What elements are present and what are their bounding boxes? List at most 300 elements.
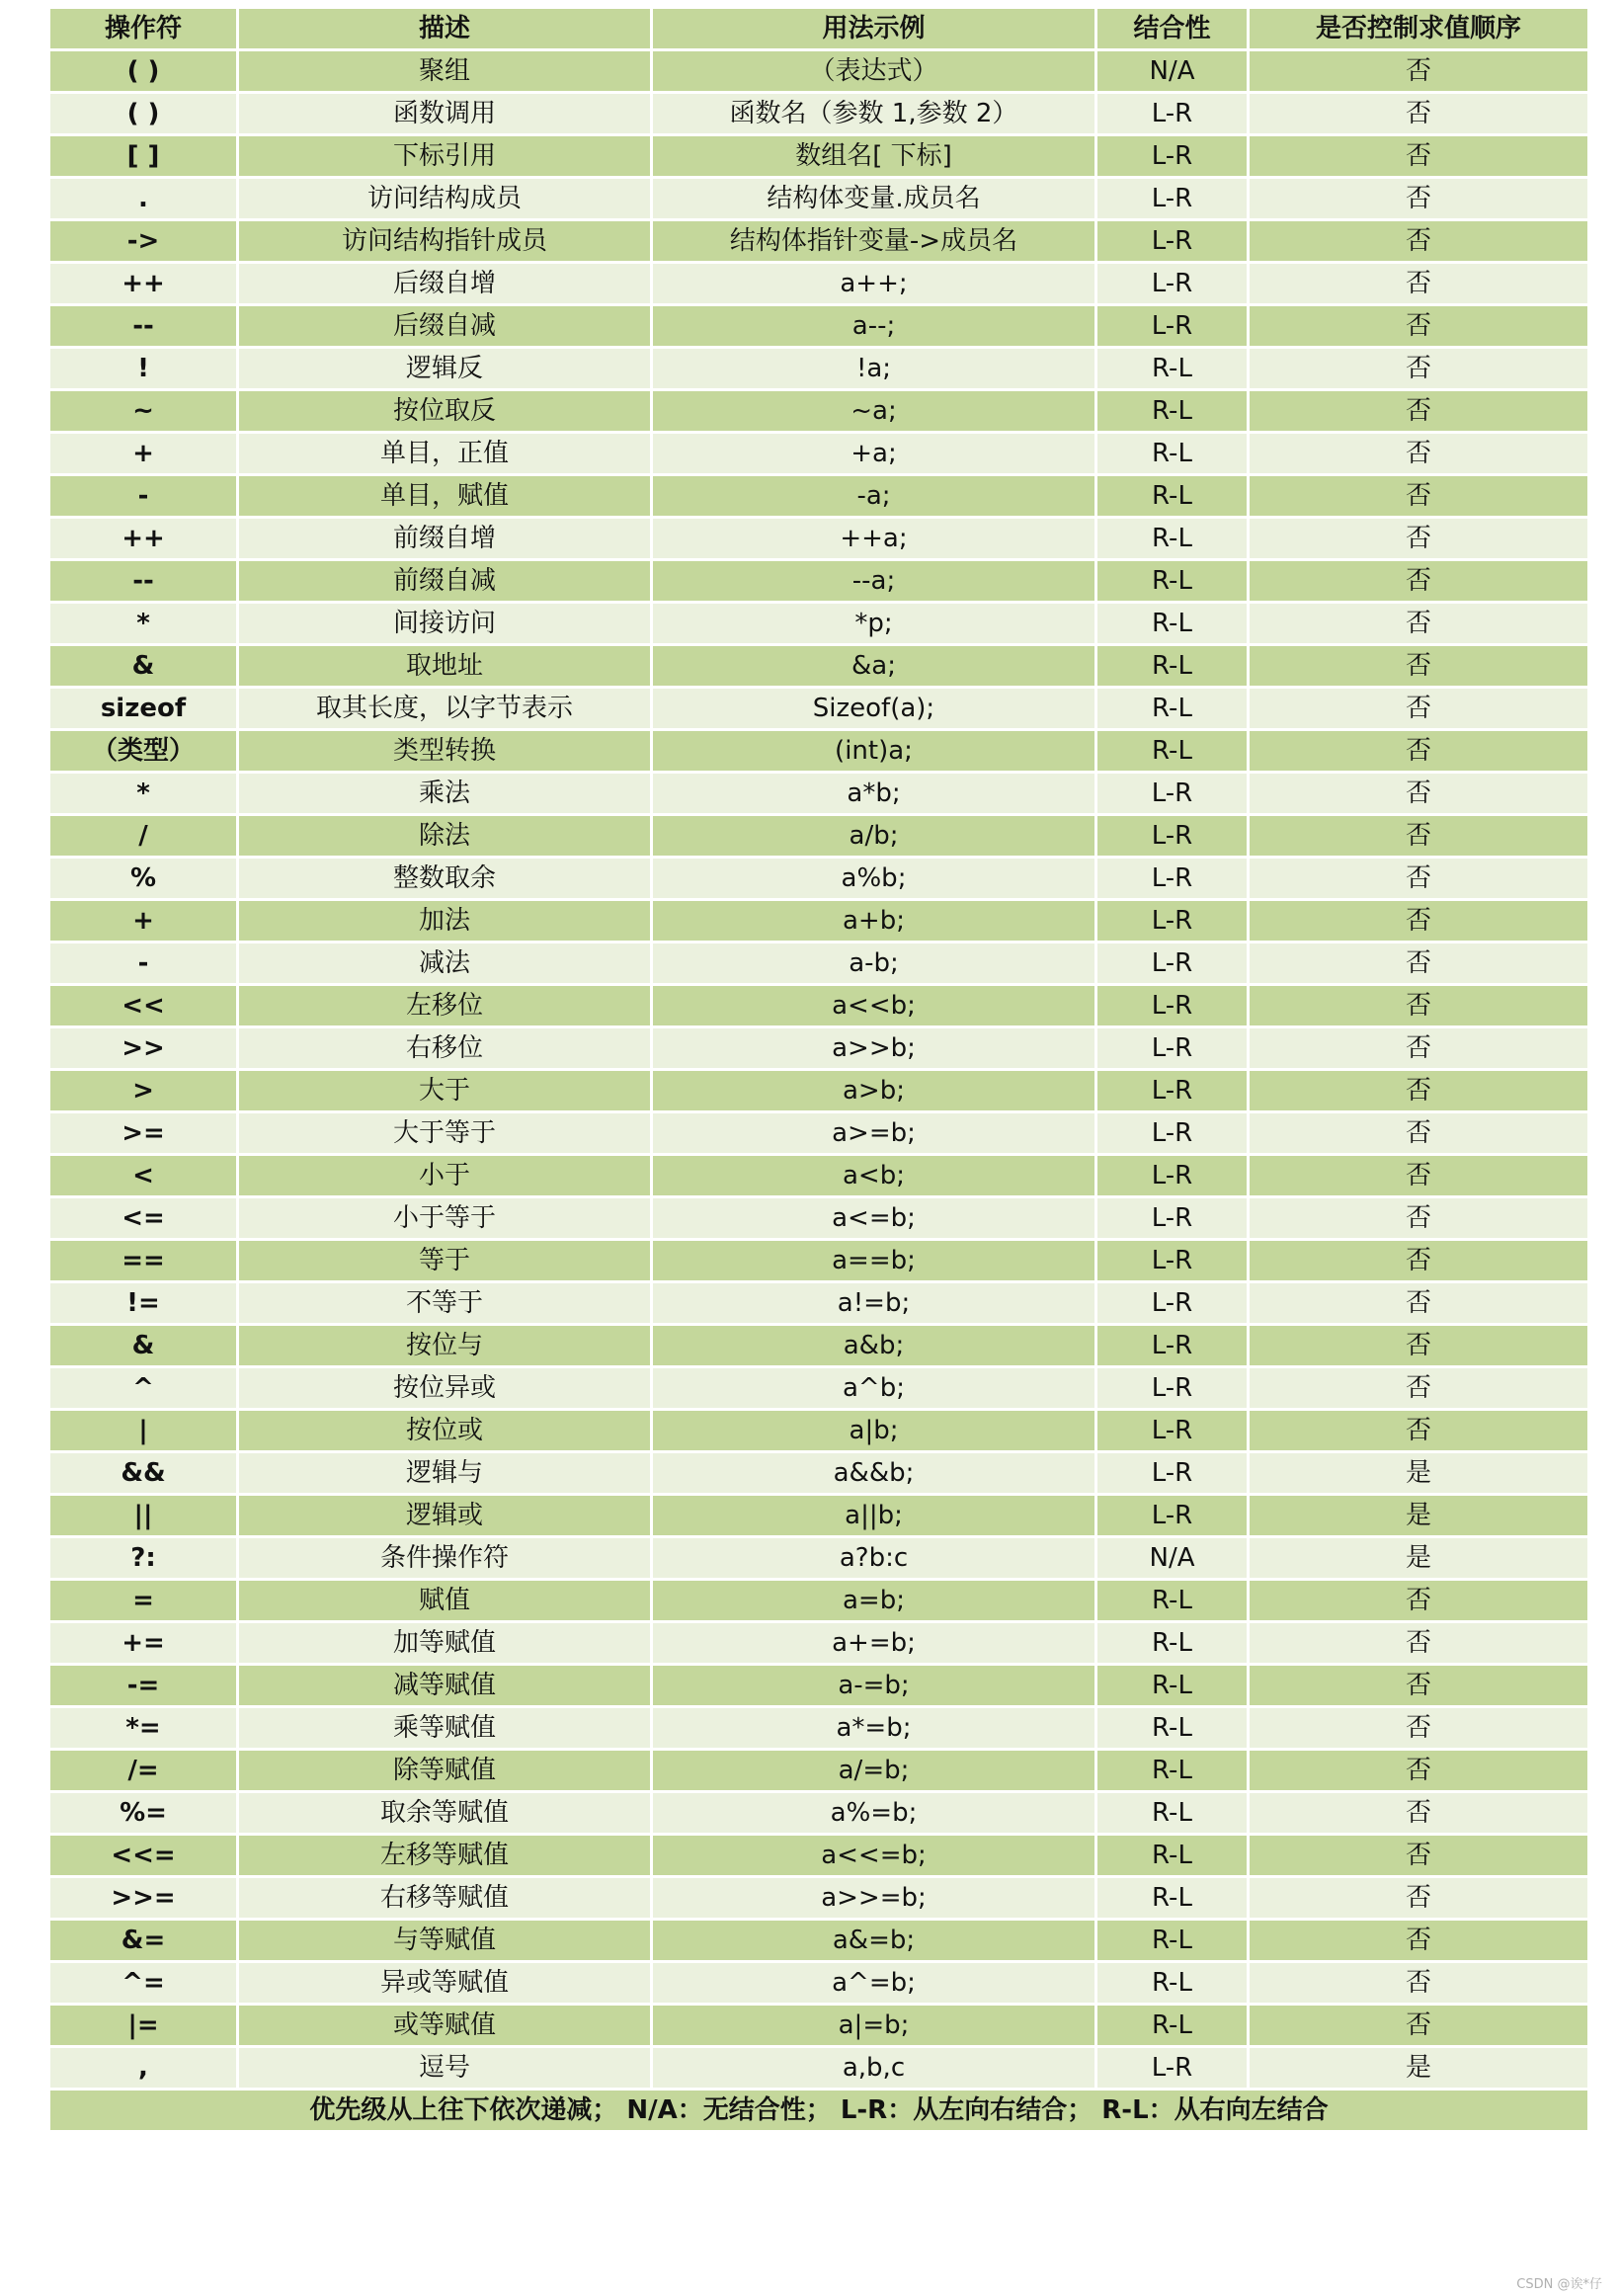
cell-associativity: L-R bbox=[1096, 1240, 1249, 1282]
cell-description: 逻辑与 bbox=[238, 1452, 652, 1495]
cell-associativity: L-R bbox=[1096, 2047, 1249, 2090]
table-row bbox=[49, 943, 1589, 985]
cell-usage: +a; bbox=[652, 433, 1096, 475]
cell-associativity: L-R bbox=[1096, 1155, 1249, 1197]
table-row bbox=[49, 1367, 1589, 1410]
table-row bbox=[49, 475, 1589, 518]
table-row bbox=[49, 560, 1589, 603]
cell-associativity: R-L bbox=[1096, 1580, 1249, 1622]
cell-associativity: L-R bbox=[1096, 985, 1249, 1027]
cell-usage: a-=b; bbox=[652, 1665, 1096, 1707]
cell-associativity: R-L bbox=[1096, 475, 1249, 518]
cell-description: 加法 bbox=[238, 900, 652, 943]
cell-description: 等于 bbox=[238, 1240, 652, 1282]
cell-associativity: R-L bbox=[1096, 1877, 1249, 1920]
cell-associativity: R-L bbox=[1096, 390, 1249, 433]
cell-usage: a<<=b; bbox=[652, 1835, 1096, 1877]
cell-description: 按位或 bbox=[238, 1410, 652, 1452]
cell-usage: a<<b; bbox=[652, 985, 1096, 1027]
table-row bbox=[49, 1580, 1589, 1622]
cell-operator: *= bbox=[49, 1707, 238, 1750]
cell-controls-order: 否 bbox=[1249, 1622, 1589, 1665]
cell-associativity: R-L bbox=[1096, 433, 1249, 475]
cell-controls-order: 否 bbox=[1249, 985, 1589, 1027]
cell-description: 间接访问 bbox=[238, 603, 652, 645]
cell-associativity: R-L bbox=[1096, 560, 1249, 603]
cell-associativity: R-L bbox=[1096, 1835, 1249, 1877]
cell-description: 前缀自增 bbox=[238, 518, 652, 560]
cell-associativity: R-L bbox=[1096, 348, 1249, 390]
cell-associativity: L-R bbox=[1096, 773, 1249, 815]
cell-description: 大于等于 bbox=[238, 1112, 652, 1155]
cell-associativity: L-R bbox=[1096, 858, 1249, 900]
cell-controls-order: 否 bbox=[1249, 1197, 1589, 1240]
table-row bbox=[49, 220, 1589, 263]
cell-controls-order: 否 bbox=[1249, 943, 1589, 985]
table-row bbox=[49, 730, 1589, 773]
cell-operator: <<= bbox=[49, 1835, 238, 1877]
cell-controls-order: 否 bbox=[1249, 1920, 1589, 1962]
cell-associativity: R-L bbox=[1096, 1665, 1249, 1707]
cell-description: 前缀自减 bbox=[238, 560, 652, 603]
table-row bbox=[49, 1325, 1589, 1367]
cell-description: 整数取余 bbox=[238, 858, 652, 900]
cell-usage: a/=b; bbox=[652, 1750, 1096, 1792]
cell-associativity: L-R bbox=[1096, 178, 1249, 220]
cell-usage: --a; bbox=[652, 560, 1096, 603]
cell-controls-order: 否 bbox=[1249, 603, 1589, 645]
table-row bbox=[49, 1877, 1589, 1920]
cell-description: 或等赋值 bbox=[238, 2005, 652, 2047]
cell-description: 异或等赋值 bbox=[238, 1962, 652, 2005]
cell-usage: a^=b; bbox=[652, 1962, 1096, 2005]
cell-associativity: N/A bbox=[1096, 1537, 1249, 1580]
cell-operator: += bbox=[49, 1622, 238, 1665]
cell-associativity: L-R bbox=[1096, 93, 1249, 135]
cell-usage: a>>=b; bbox=[652, 1877, 1096, 1920]
table-row bbox=[49, 815, 1589, 858]
cell-controls-order: 否 bbox=[1249, 1835, 1589, 1877]
cell-operator: == bbox=[49, 1240, 238, 1282]
cell-operator: & bbox=[49, 1325, 238, 1367]
cell-description: 乘法 bbox=[238, 773, 652, 815]
cell-associativity: L-R bbox=[1096, 1410, 1249, 1452]
cell-description: 左移位 bbox=[238, 985, 652, 1027]
cell-usage: a*b; bbox=[652, 773, 1096, 815]
cell-description: 后缀自增 bbox=[238, 263, 652, 305]
cell-controls-order: 否 bbox=[1249, 645, 1589, 688]
cell-usage: &a; bbox=[652, 645, 1096, 688]
cell-description: 加等赋值 bbox=[238, 1622, 652, 1665]
cell-operator: % bbox=[49, 858, 238, 900]
cell-associativity: R-L bbox=[1096, 2005, 1249, 2047]
table-row bbox=[49, 1112, 1589, 1155]
cell-controls-order: 否 bbox=[1249, 475, 1589, 518]
table-row bbox=[49, 1962, 1589, 2005]
cell-controls-order: 否 bbox=[1249, 2005, 1589, 2047]
cell-usage: a|=b; bbox=[652, 2005, 1096, 2047]
cell-operator: /= bbox=[49, 1750, 238, 1792]
cell-operator: ^= bbox=[49, 1962, 238, 2005]
cell-controls-order: 否 bbox=[1249, 348, 1589, 390]
cell-usage: a|b; bbox=[652, 1410, 1096, 1452]
cell-controls-order: 否 bbox=[1249, 1155, 1589, 1197]
cell-controls-order: 否 bbox=[1249, 518, 1589, 560]
cell-controls-order: 否 bbox=[1249, 1240, 1589, 1282]
table-row bbox=[49, 1452, 1589, 1495]
header-description: 描述 bbox=[238, 8, 652, 50]
table-row bbox=[49, 390, 1589, 433]
table-row bbox=[49, 178, 1589, 220]
cell-usage: 函数名（参数 1,参数 2） bbox=[652, 93, 1096, 135]
cell-operator: - bbox=[49, 943, 238, 985]
cell-usage: a*=b; bbox=[652, 1707, 1096, 1750]
table-row bbox=[49, 2005, 1589, 2047]
cell-associativity: L-R bbox=[1096, 1452, 1249, 1495]
cell-usage: a=b; bbox=[652, 1580, 1096, 1622]
cell-description: 按位与 bbox=[238, 1325, 652, 1367]
cell-operator: |= bbox=[49, 2005, 238, 2047]
cell-controls-order: 否 bbox=[1249, 1112, 1589, 1155]
cell-operator: = bbox=[49, 1580, 238, 1622]
cell-controls-order: 否 bbox=[1249, 1750, 1589, 1792]
cell-controls-order: 否 bbox=[1249, 688, 1589, 730]
cell-controls-order: 否 bbox=[1249, 305, 1589, 348]
cell-operator: >= bbox=[49, 1112, 238, 1155]
cell-associativity: R-L bbox=[1096, 730, 1249, 773]
cell-usage: a?b:c bbox=[652, 1537, 1096, 1580]
table-row bbox=[49, 603, 1589, 645]
cell-associativity: R-L bbox=[1096, 1920, 1249, 1962]
table-row bbox=[49, 50, 1589, 93]
table-row bbox=[49, 688, 1589, 730]
cell-usage: a>b; bbox=[652, 1070, 1096, 1112]
cell-operator: || bbox=[49, 1495, 238, 1537]
table-footer-row bbox=[49, 2090, 1589, 2132]
cell-operator: + bbox=[49, 433, 238, 475]
cell-description: 访问结构成员 bbox=[238, 178, 652, 220]
cell-usage: -a; bbox=[652, 475, 1096, 518]
cell-controls-order: 否 bbox=[1249, 1367, 1589, 1410]
cell-operator: %= bbox=[49, 1792, 238, 1835]
cell-description: 取余等赋值 bbox=[238, 1792, 652, 1835]
cell-associativity: L-R bbox=[1096, 1367, 1249, 1410]
cell-description: 类型转换 bbox=[238, 730, 652, 773]
cell-associativity: L-R bbox=[1096, 305, 1249, 348]
cell-description: 单目，正值 bbox=[238, 433, 652, 475]
cell-description: 大于 bbox=[238, 1070, 652, 1112]
table-row bbox=[49, 900, 1589, 943]
cell-controls-order: 否 bbox=[1249, 1070, 1589, 1112]
cell-usage: a!=b; bbox=[652, 1282, 1096, 1325]
cell-usage: a&b; bbox=[652, 1325, 1096, 1367]
cell-usage: ~a; bbox=[652, 390, 1096, 433]
cell-description: 右移位 bbox=[238, 1027, 652, 1070]
cell-controls-order: 否 bbox=[1249, 1325, 1589, 1367]
cell-description: 聚组 bbox=[238, 50, 652, 93]
cell-usage: (int)a; bbox=[652, 730, 1096, 773]
table-row bbox=[49, 1410, 1589, 1452]
table-row bbox=[49, 305, 1589, 348]
operator-precedence-table bbox=[47, 6, 1590, 2133]
cell-operator: | bbox=[49, 1410, 238, 1452]
table-row bbox=[49, 858, 1589, 900]
cell-operator: * bbox=[49, 603, 238, 645]
cell-controls-order: 否 bbox=[1249, 1580, 1589, 1622]
cell-description: 减法 bbox=[238, 943, 652, 985]
table-row bbox=[49, 1155, 1589, 1197]
cell-associativity: L-R bbox=[1096, 1027, 1249, 1070]
table-row bbox=[49, 773, 1589, 815]
table-row bbox=[49, 1920, 1589, 1962]
cell-operator: [ ] bbox=[49, 135, 238, 178]
cell-associativity: L-R bbox=[1096, 943, 1249, 985]
cell-description: 取地址 bbox=[238, 645, 652, 688]
cell-usage: 结构体变量.成员名 bbox=[652, 178, 1096, 220]
cell-description: 小于等于 bbox=[238, 1197, 652, 1240]
cell-controls-order: 否 bbox=[1249, 178, 1589, 220]
cell-description: 逻辑反 bbox=[238, 348, 652, 390]
cell-usage: a>=b; bbox=[652, 1112, 1096, 1155]
cell-associativity: L-R bbox=[1096, 263, 1249, 305]
cell-controls-order: 否 bbox=[1249, 50, 1589, 93]
cell-associativity: R-L bbox=[1096, 688, 1249, 730]
table-row bbox=[49, 518, 1589, 560]
cell-operator: * bbox=[49, 773, 238, 815]
cell-controls-order: 否 bbox=[1249, 433, 1589, 475]
table-row bbox=[49, 1070, 1589, 1112]
cell-operator: > bbox=[49, 1070, 238, 1112]
cell-usage: *p; bbox=[652, 603, 1096, 645]
cell-description: 与等赋值 bbox=[238, 1920, 652, 1962]
cell-description: 小于 bbox=[238, 1155, 652, 1197]
table-header-row bbox=[49, 8, 1589, 50]
cell-usage: a--; bbox=[652, 305, 1096, 348]
cell-operator: -> bbox=[49, 220, 238, 263]
cell-associativity: R-L bbox=[1096, 518, 1249, 560]
cell-usage: a-b; bbox=[652, 943, 1096, 985]
cell-associativity: R-L bbox=[1096, 645, 1249, 688]
cell-usage: a&&b; bbox=[652, 1452, 1096, 1495]
cell-controls-order: 否 bbox=[1249, 1877, 1589, 1920]
cell-associativity: L-R bbox=[1096, 1325, 1249, 1367]
cell-controls-order: 否 bbox=[1249, 1410, 1589, 1452]
cell-usage: a==b; bbox=[652, 1240, 1096, 1282]
cell-associativity: R-L bbox=[1096, 1707, 1249, 1750]
cell-operator: ?: bbox=[49, 1537, 238, 1580]
cell-controls-order: 否 bbox=[1249, 1282, 1589, 1325]
table-row bbox=[49, 1027, 1589, 1070]
cell-controls-order: 否 bbox=[1249, 730, 1589, 773]
table-row bbox=[49, 1537, 1589, 1580]
table-row bbox=[49, 1792, 1589, 1835]
cell-operator: -- bbox=[49, 560, 238, 603]
cell-controls-order: 是 bbox=[1249, 2047, 1589, 2090]
table-row bbox=[49, 1495, 1589, 1537]
table-row bbox=[49, 433, 1589, 475]
cell-associativity: L-R bbox=[1096, 135, 1249, 178]
watermark: CSDN @诶*仔 bbox=[1516, 2277, 1602, 2292]
table-row bbox=[49, 985, 1589, 1027]
cell-operator: -= bbox=[49, 1665, 238, 1707]
cell-description: 逗号 bbox=[238, 2047, 652, 2090]
cell-associativity: N/A bbox=[1096, 50, 1249, 93]
table-row bbox=[49, 1750, 1589, 1792]
cell-controls-order: 否 bbox=[1249, 220, 1589, 263]
cell-description: 右移等赋值 bbox=[238, 1877, 652, 1920]
cell-controls-order: 否 bbox=[1249, 1707, 1589, 1750]
cell-controls-order: 否 bbox=[1249, 135, 1589, 178]
table-row bbox=[49, 1707, 1589, 1750]
table-row bbox=[49, 645, 1589, 688]
cell-operator: ( ) bbox=[49, 50, 238, 93]
cell-description: 乘等赋值 bbox=[238, 1707, 652, 1750]
cell-associativity: L-R bbox=[1096, 220, 1249, 263]
cell-description: 赋值 bbox=[238, 1580, 652, 1622]
cell-associativity: L-R bbox=[1096, 1495, 1249, 1537]
cell-operator: ~ bbox=[49, 390, 238, 433]
operator-precedence-table-container bbox=[47, 6, 1587, 2133]
cell-description: 按位异或 bbox=[238, 1367, 652, 1410]
cell-usage: ++a; bbox=[652, 518, 1096, 560]
cell-operator: &= bbox=[49, 1920, 238, 1962]
cell-operator: & bbox=[49, 645, 238, 688]
table-row bbox=[49, 1835, 1589, 1877]
cell-description: 逻辑或 bbox=[238, 1495, 652, 1537]
cell-usage: a||b; bbox=[652, 1495, 1096, 1537]
cell-usage: a^b; bbox=[652, 1367, 1096, 1410]
cell-associativity: L-R bbox=[1096, 900, 1249, 943]
table-row bbox=[49, 93, 1589, 135]
cell-associativity: L-R bbox=[1096, 1070, 1249, 1112]
cell-description: 单目，赋值 bbox=[238, 475, 652, 518]
cell-associativity: R-L bbox=[1096, 1622, 1249, 1665]
cell-associativity: L-R bbox=[1096, 815, 1249, 858]
cell-usage: a%b; bbox=[652, 858, 1096, 900]
cell-controls-order: 否 bbox=[1249, 93, 1589, 135]
cell-associativity: L-R bbox=[1096, 1282, 1249, 1325]
cell-usage: a,b,c bbox=[652, 2047, 1096, 2090]
cell-operator: . bbox=[49, 178, 238, 220]
cell-description: 下标引用 bbox=[238, 135, 652, 178]
cell-associativity: R-L bbox=[1096, 1792, 1249, 1835]
cell-operator: >>= bbox=[49, 1877, 238, 1920]
table-row bbox=[49, 1622, 1589, 1665]
header-operator: 操作符 bbox=[49, 8, 238, 50]
cell-controls-order: 否 bbox=[1249, 900, 1589, 943]
cell-description: 左移等赋值 bbox=[238, 1835, 652, 1877]
cell-usage: 数组名[ 下标] bbox=[652, 135, 1096, 178]
cell-usage: a++; bbox=[652, 263, 1096, 305]
cell-operator: && bbox=[49, 1452, 238, 1495]
cell-description: 后缀自减 bbox=[238, 305, 652, 348]
cell-usage: a&=b; bbox=[652, 1920, 1096, 1962]
cell-usage: 结构体指针变量->成员名 bbox=[652, 220, 1096, 263]
cell-description: 访问结构指针成员 bbox=[238, 220, 652, 263]
cell-controls-order: 是 bbox=[1249, 1452, 1589, 1495]
table-body bbox=[49, 50, 1589, 2090]
cell-usage: a<b; bbox=[652, 1155, 1096, 1197]
cell-operator: ++ bbox=[49, 263, 238, 305]
cell-description: 按位取反 bbox=[238, 390, 652, 433]
cell-operator: ( ) bbox=[49, 93, 238, 135]
cell-operator: / bbox=[49, 815, 238, 858]
cell-description: 取其长度，以字节表示 bbox=[238, 688, 652, 730]
table-row bbox=[49, 1240, 1589, 1282]
cell-associativity: R-L bbox=[1096, 1750, 1249, 1792]
cell-controls-order: 否 bbox=[1249, 773, 1589, 815]
cell-operator: ++ bbox=[49, 518, 238, 560]
footer-note: 优先级从上往下依次递减； N/A：无结合性； L-R：从左向右结合； R-L：从右向左结合 bbox=[49, 2090, 1589, 2132]
cell-controls-order: 否 bbox=[1249, 1962, 1589, 2005]
cell-usage: a+=b; bbox=[652, 1622, 1096, 1665]
cell-operator: - bbox=[49, 475, 238, 518]
cell-associativity: R-L bbox=[1096, 603, 1249, 645]
cell-associativity: L-R bbox=[1096, 1197, 1249, 1240]
table-row bbox=[49, 2047, 1589, 2090]
table-row bbox=[49, 348, 1589, 390]
cell-usage: a+b; bbox=[652, 900, 1096, 943]
cell-description: 条件操作符 bbox=[238, 1537, 652, 1580]
cell-operator: ^ bbox=[49, 1367, 238, 1410]
cell-usage: a<=b; bbox=[652, 1197, 1096, 1240]
cell-controls-order: 否 bbox=[1249, 390, 1589, 433]
cell-operator: sizeof bbox=[49, 688, 238, 730]
cell-operator: ! bbox=[49, 348, 238, 390]
cell-controls-order: 否 bbox=[1249, 1792, 1589, 1835]
table-row bbox=[49, 263, 1589, 305]
cell-controls-order: 否 bbox=[1249, 1665, 1589, 1707]
cell-operator: >> bbox=[49, 1027, 238, 1070]
cell-controls-order: 否 bbox=[1249, 560, 1589, 603]
cell-operator: + bbox=[49, 900, 238, 943]
header-associativity: 结合性 bbox=[1096, 8, 1249, 50]
cell-usage: Sizeof(a); bbox=[652, 688, 1096, 730]
cell-description: 除等赋值 bbox=[238, 1750, 652, 1792]
header-controls-order: 是否控制求值顺序 bbox=[1249, 8, 1589, 50]
cell-description: 减等赋值 bbox=[238, 1665, 652, 1707]
cell-description: 函数调用 bbox=[238, 93, 652, 135]
cell-operator: -- bbox=[49, 305, 238, 348]
cell-operator: != bbox=[49, 1282, 238, 1325]
cell-controls-order: 是 bbox=[1249, 1537, 1589, 1580]
cell-usage: !a; bbox=[652, 348, 1096, 390]
cell-controls-order: 否 bbox=[1249, 263, 1589, 305]
cell-operator: << bbox=[49, 985, 238, 1027]
cell-operator: , bbox=[49, 2047, 238, 2090]
header-usage: 用法示例 bbox=[652, 8, 1096, 50]
cell-operator: < bbox=[49, 1155, 238, 1197]
cell-usage: a>>b; bbox=[652, 1027, 1096, 1070]
cell-associativity: R-L bbox=[1096, 1962, 1249, 2005]
table-row bbox=[49, 1282, 1589, 1325]
cell-operator: <= bbox=[49, 1197, 238, 1240]
cell-usage: a/b; bbox=[652, 815, 1096, 858]
cell-controls-order: 否 bbox=[1249, 1027, 1589, 1070]
cell-operator: （类型） bbox=[49, 730, 238, 773]
cell-usage: a%=b; bbox=[652, 1792, 1096, 1835]
table-row bbox=[49, 1665, 1589, 1707]
cell-associativity: L-R bbox=[1096, 1112, 1249, 1155]
cell-controls-order: 否 bbox=[1249, 858, 1589, 900]
cell-description: 不等于 bbox=[238, 1282, 652, 1325]
table-row bbox=[49, 135, 1589, 178]
cell-usage: （表达式） bbox=[652, 50, 1096, 93]
cell-controls-order: 否 bbox=[1249, 815, 1589, 858]
cell-controls-order: 是 bbox=[1249, 1495, 1589, 1537]
table-row bbox=[49, 1197, 1589, 1240]
cell-description: 除法 bbox=[238, 815, 652, 858]
